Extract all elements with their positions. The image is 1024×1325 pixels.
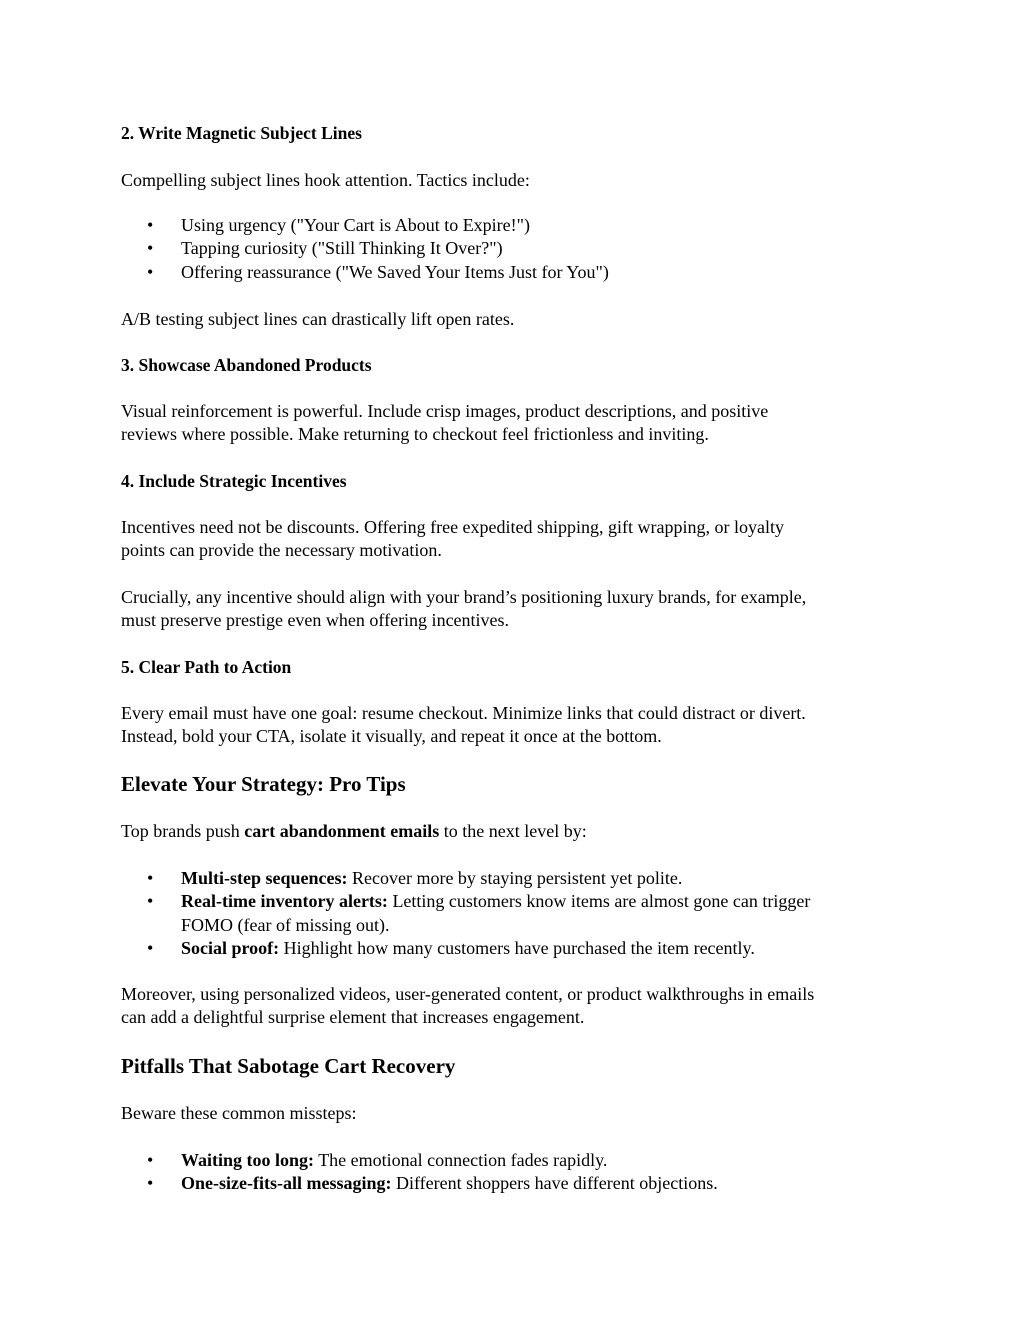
paragraph-line: can add a delightful surprise element that increases engagement. — [121, 1007, 585, 1028]
paragraph-ab-testing — [121, 308, 911, 331]
list-item-desc: Highlight how many customers have purchased the item recently. — [279, 937, 755, 958]
paragraph-brand-alignment — [121, 586, 911, 633]
section-heading-subject-lines: 2. Write Magnetic Subject Lines — [121, 123, 362, 143]
bullet-icon: • — [147, 1150, 154, 1170]
list-item-term: Social proof: — [181, 937, 280, 958]
list-item — [121, 1172, 911, 1195]
subject-line-tactics-list — [121, 214, 911, 284]
list-item-text: Tapping curiosity ("Still Thinking It Over?") — [181, 238, 503, 259]
paragraph-line: Instead, bold your CTA, isolate it visually, and repeat it once at the bottom. — [121, 726, 662, 747]
section-heading-incentives: 4. Include Strategic Incentives — [121, 471, 347, 491]
pro-tips-list — [121, 867, 911, 960]
paragraph-subject-lines-intro — [121, 169, 911, 192]
intro-text-pre: Top brands push — [121, 821, 245, 841]
list-item-term: One-size-fits-all messaging: — [181, 1173, 392, 1194]
paragraph-pro-tips-outro — [121, 983, 911, 1030]
paragraph-line — [121, 820, 911, 843]
list-item — [121, 214, 911, 237]
list-item — [121, 237, 911, 260]
bullet-icon: • — [147, 1173, 154, 1194]
paragraph-line: Every email must have one goal: resume checkout. Minimize links that could distract or divert. — [121, 703, 806, 723]
list-item — [121, 867, 911, 890]
paragraph-line: points can provide the necessary motivation. — [121, 540, 442, 561]
bullet-icon: • — [147, 937, 154, 958]
pitfalls-list — [121, 1149, 911, 1196]
list-item-text: Offering reassurance ("We Saved Your Items Just for You") — [181, 261, 609, 282]
list-item-desc: The emotional connection fades rapidly. — [314, 1150, 608, 1170]
list-item-term: Waiting too long: — [181, 1150, 315, 1170]
paragraph-line: reviews where possible. Make returning to checkout feel frictionless and inviting. — [121, 424, 709, 445]
section-heading-clear-path: 5. Clear Path to Action — [121, 657, 292, 677]
paragraph-line: Moreover, using personalized videos, user-generated content, or product walkthroughs in emails — [121, 984, 815, 1004]
paragraph-pitfalls-intro — [121, 1102, 911, 1125]
heading-pro-tips: Elevate Your Strategy: Pro Tips — [121, 772, 406, 796]
bullet-icon: • — [147, 215, 154, 235]
bullet-icon: • — [147, 891, 154, 912]
list-item-desc: Different shoppers have different objections. — [391, 1173, 718, 1194]
paragraph-line: A/B testing subject lines can drastically lift open rates. — [121, 309, 515, 329]
paragraph-line: Incentives need not be discounts. Offering free expedited shipping, gift wrapping, or loyalty — [121, 517, 784, 537]
section-heading-showcase-products: 3. Showcase Abandoned Products — [121, 355, 372, 375]
paragraph-incentives — [121, 516, 911, 563]
list-item — [121, 937, 911, 960]
paragraph-line: must preserve prestige even when offering incentives. — [121, 610, 510, 631]
list-item-text — [181, 890, 911, 913]
paragraph-line: Compelling subject lines hook attention. Tactics include: — [121, 170, 530, 190]
bullet-icon: • — [147, 868, 154, 888]
paragraph-line: Visual reinforcement is powerful. Include crisp images, product descriptions, and positive — [121, 401, 769, 421]
list-item-text — [181, 937, 911, 960]
list-item-desc: Letting customers know items are almost gone can trigger — [387, 891, 811, 912]
list-item-desc: Recover more by staying persistent yet polite. — [347, 868, 683, 888]
list-item-continuation: FOMO (fear of missing out). — [181, 914, 390, 935]
heading-pitfalls: Pitfalls That Sabotage Cart Recovery — [121, 1054, 456, 1078]
list-item-text: Using urgency ("Your Cart is About to Expire!") — [181, 215, 531, 235]
intro-text-bold: cart abandonment emails — [244, 821, 440, 841]
intro-text-post: to the next level by: — [439, 821, 587, 841]
bullet-icon: • — [147, 261, 154, 282]
paragraph-line: Beware these common missteps: — [121, 1103, 357, 1123]
list-item — [121, 1149, 911, 1172]
list-item-text — [181, 867, 911, 890]
bullet-icon: • — [147, 238, 154, 259]
list-item — [121, 261, 911, 284]
list-item-text — [181, 1149, 911, 1172]
list-item-term: Multi-step sequences: — [181, 868, 348, 888]
paragraph-line: Crucially, any incentive should align with your brand’s positioning luxury brands, for example, — [121, 587, 807, 607]
paragraph-clear-path — [121, 702, 911, 749]
list-item — [121, 890, 911, 937]
list-item-term: Real-time inventory alerts: — [181, 891, 388, 912]
list-item-text — [181, 1172, 911, 1195]
paragraph-pro-tips-intro — [121, 820, 911, 843]
paragraph-visual-reinforcement — [121, 400, 911, 447]
